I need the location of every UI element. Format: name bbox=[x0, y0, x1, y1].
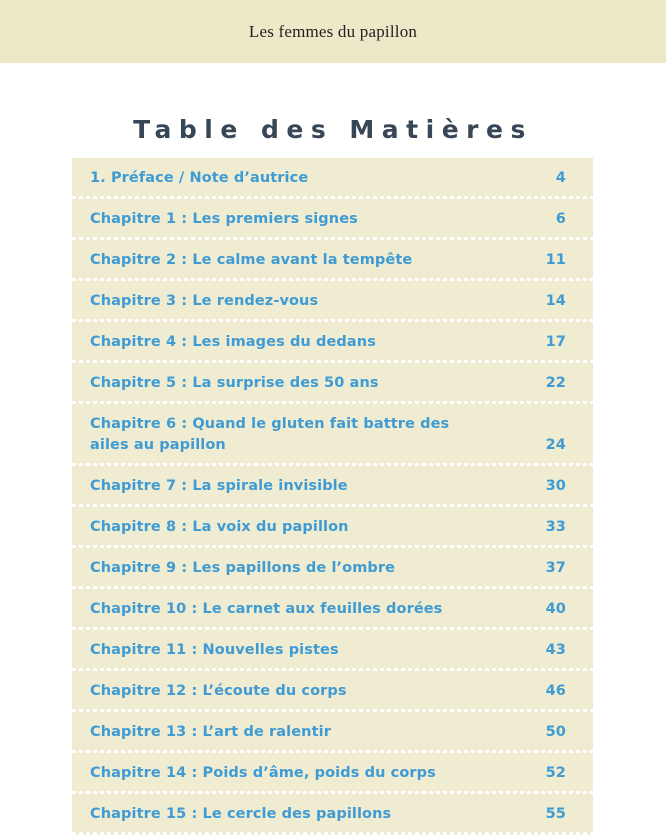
toc-entry-page-number: 46 bbox=[545, 683, 566, 700]
toc-entry-label: 1. Préface / Note d’autrice bbox=[90, 170, 309, 186]
toc-entry-row[interactable] bbox=[72, 281, 593, 322]
toc-entry-label: Chapitre 15 : Le cercle des papillons bbox=[90, 806, 392, 823]
toc-entry-row[interactable] bbox=[72, 404, 593, 466]
page-title: Table des Matières bbox=[133, 114, 533, 144]
toc-entry-row[interactable] bbox=[72, 507, 593, 548]
toc-entry-label: Chapitre 8 : La voix du papillon bbox=[90, 519, 349, 536]
toc-entry-label: Chapitre 9 : Les papillons de l’ombre bbox=[90, 560, 396, 577]
toc-entry-page-number: 11 bbox=[545, 252, 566, 269]
toc-entry-label: Chapitre 13 : L’art de ralentir bbox=[90, 724, 331, 741]
toc-entry-row[interactable] bbox=[72, 753, 593, 794]
toc-entry-row[interactable] bbox=[72, 199, 593, 240]
running-header-title: Les femmes du papillon bbox=[248, 22, 418, 41]
toc-entry-label: Chapitre 7 : La spirale invisible bbox=[90, 478, 348, 495]
toc-entry-page-number: 24 bbox=[545, 437, 566, 454]
toc-entry-page-number: 17 bbox=[545, 334, 566, 351]
toc-entry-row[interactable] bbox=[72, 589, 593, 630]
toc-entry-label: Chapitre 1 : Les premiers signes bbox=[90, 211, 358, 228]
toc-entry-label: Chapitre 14 : Poids d’âme, poids du corps bbox=[90, 765, 436, 782]
toc-entry-row[interactable] bbox=[72, 630, 593, 671]
page-title-container bbox=[0, 63, 666, 159]
toc-entry-page-number: 40 bbox=[545, 601, 566, 618]
table-of-contents bbox=[72, 158, 593, 835]
toc-entry-row[interactable] bbox=[72, 240, 593, 281]
toc-entry-page-number: 14 bbox=[545, 293, 566, 310]
toc-entry-page-number: 43 bbox=[545, 642, 566, 659]
toc-entry-page-number: 6 bbox=[555, 211, 566, 228]
toc-entry-page-number: 33 bbox=[545, 519, 566, 536]
toc-entry-label: Chapitre 6 : Quand le gluten fait battre des ailes au papillon bbox=[90, 416, 450, 454]
toc-entry-row[interactable] bbox=[72, 794, 593, 835]
toc-entry-row[interactable] bbox=[72, 466, 593, 507]
toc-entry-row[interactable] bbox=[72, 322, 593, 363]
toc-entry-label: Chapitre 12 : L’écoute du corps bbox=[90, 683, 347, 700]
toc-entry-row[interactable] bbox=[72, 363, 593, 404]
toc-entry-row[interactable] bbox=[72, 671, 593, 712]
toc-entry-page-number: 50 bbox=[545, 724, 566, 741]
toc-entry-row[interactable] bbox=[72, 158, 593, 199]
running-header-band bbox=[0, 0, 666, 63]
toc-entry-page-number: 4 bbox=[555, 170, 566, 186]
toc-entry-label: Chapitre 10 : Le carnet aux feuilles dorées bbox=[90, 601, 443, 618]
toc-entry-page-number: 22 bbox=[545, 375, 566, 392]
toc-entry-page-number: 52 bbox=[545, 765, 566, 782]
toc-entry-row[interactable] bbox=[72, 712, 593, 753]
toc-entry-page-number: 37 bbox=[545, 560, 566, 577]
toc-entry-label: Chapitre 11 : Nouvelles pistes bbox=[90, 642, 339, 659]
toc-entry-label: Chapitre 3 : Le rendez-vous bbox=[90, 293, 319, 310]
toc-entry-label: Chapitre 2 : Le calme avant la tempête bbox=[90, 252, 413, 269]
toc-entry-label: Chapitre 4 : Les images du dedans bbox=[90, 334, 376, 351]
toc-entry-label: Chapitre 5 : La surprise des 50 ans bbox=[90, 375, 379, 392]
toc-entry-page-number: 30 bbox=[545, 478, 566, 495]
toc-entry-row[interactable] bbox=[72, 548, 593, 589]
toc-entry-page-number: 55 bbox=[545, 806, 566, 823]
